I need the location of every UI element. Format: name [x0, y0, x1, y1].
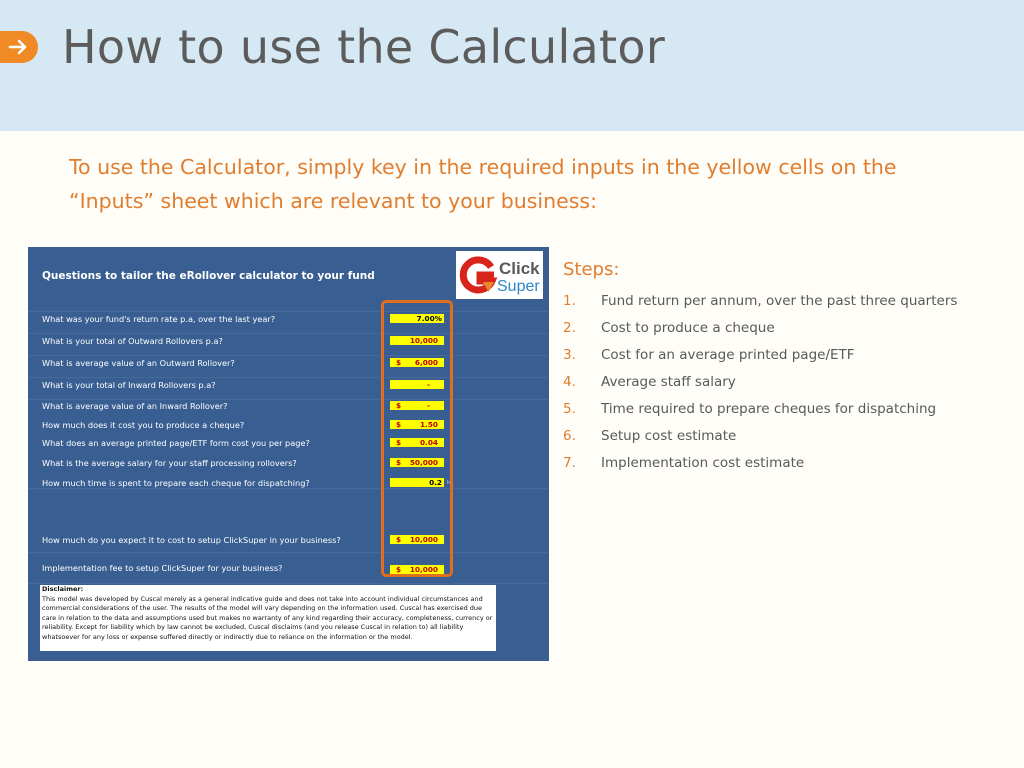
row-divider [28, 311, 549, 312]
input-page-cost: $ 0.04 [390, 438, 444, 447]
row-divider [28, 333, 549, 334]
input-return-rate: 7.00% [390, 314, 444, 323]
disclaimer-text: This model was developed by Cuscal merely as a general indicative guide and does not take into account individual circumstances and commercial considerations of the user. The results of the model will vary depending on the information used. Cuscal has exercised due care in relation to the data and assumptions used but makes no warranty of any kind regarding their accuracy, completeness, currency or reliability. Except for liability which by law cannot be excluded, Cuscal disclaims (and you release Cuscal in relation to) all liability whatsoever for any loss or expense suffered directly or indirectly due to reliance on the information or the model. [42, 594, 493, 641]
row-divider [28, 377, 549, 378]
question-implementation-fee: Implementation fee to setup ClickSuper for your business? [42, 563, 283, 573]
clicksuper-logo [456, 251, 543, 299]
logo-word-super: Super [497, 278, 540, 295]
dispatch-time-unit: hr [447, 480, 453, 486]
slide-title: How to use the Calculator [62, 20, 666, 74]
row-divider [28, 399, 549, 400]
disclaimer-heading: Disclaimer [42, 585, 81, 593]
question-outward-value: What is average value of an Outward Rollover? [42, 358, 235, 368]
input-setup-cost: $ 10,000 [390, 535, 444, 544]
input-cheque-cost: $ 1.50 [390, 420, 444, 429]
question-cheque-cost: How much does it cost you to produce a cheque? [42, 420, 245, 430]
title-banner [0, 0, 1024, 131]
intro-text: To use the Calculator, simply key in the required inputs in the yellow cells on the “Inputs” sheet which are relevant to your business: [69, 155, 897, 213]
question-inward-total: What is your total of Inward Rollovers p.a? [42, 380, 216, 390]
row-divider [28, 488, 549, 489]
arrow-right-icon [0, 31, 38, 63]
clicksuper-g-icon [458, 255, 498, 295]
disclaimer-box: Disclaimer: This model was developed by Cuscal merely as a general indicative guide and does not take into account individual circumstances and commercial considerations of the user. The results of the model will vary depending on the information used. Cuscal has exercised due care in relation to the data and assumptions used but makes no warranty of any kind regarding their accuracy, completeness, currency or reliability. Except for liability which by law cannot be excluded, Cuscal disclaims (and you release Cuscal in relation to) all liability whatsoever for any loss or expense suffered directly or indirectly due to reliance on the information or the model. [40, 585, 496, 651]
question-staff-salary: What is the average salary for your staff processing rollovers? [42, 458, 297, 468]
input-outward-value: $ 6,000 [390, 358, 444, 367]
input-staff-salary: $ 50,000 [390, 458, 444, 467]
steps-title: Steps: [563, 259, 620, 280]
calculator-heading: Questions to tailor the eRollover calculator to your fund [42, 270, 375, 282]
row-divider [28, 583, 549, 584]
input-outward-total: 10,000 [390, 336, 444, 345]
logo-word-click: Click [499, 259, 540, 278]
question-dispatch-time: How much time is spent to prepare each cheque for dispatching? [42, 478, 310, 488]
input-inward-value: $ - [390, 401, 444, 410]
question-inward-value: What is average value of an Inward Rollover? [42, 401, 228, 411]
calculator-screenshot [28, 247, 549, 661]
input-highlight-box [381, 300, 453, 577]
question-return-rate: What was your fund's return rate p.a, over the last year? [42, 314, 276, 324]
input-inward-total: - [390, 380, 444, 389]
input-implementation-fee: $ 10,000 [390, 565, 444, 574]
question-outward-total: What is your total of Outward Rollovers p.a? [42, 336, 223, 346]
question-page-cost: What does an average printed page/ETF form cost you per page? [42, 438, 310, 448]
row-divider [28, 355, 549, 356]
input-dispatch-time: 0.2 [390, 478, 444, 487]
row-divider [28, 552, 549, 553]
question-setup-cost: How much do you expect it to cost to setup ClickSuper in your business? [42, 535, 341, 545]
